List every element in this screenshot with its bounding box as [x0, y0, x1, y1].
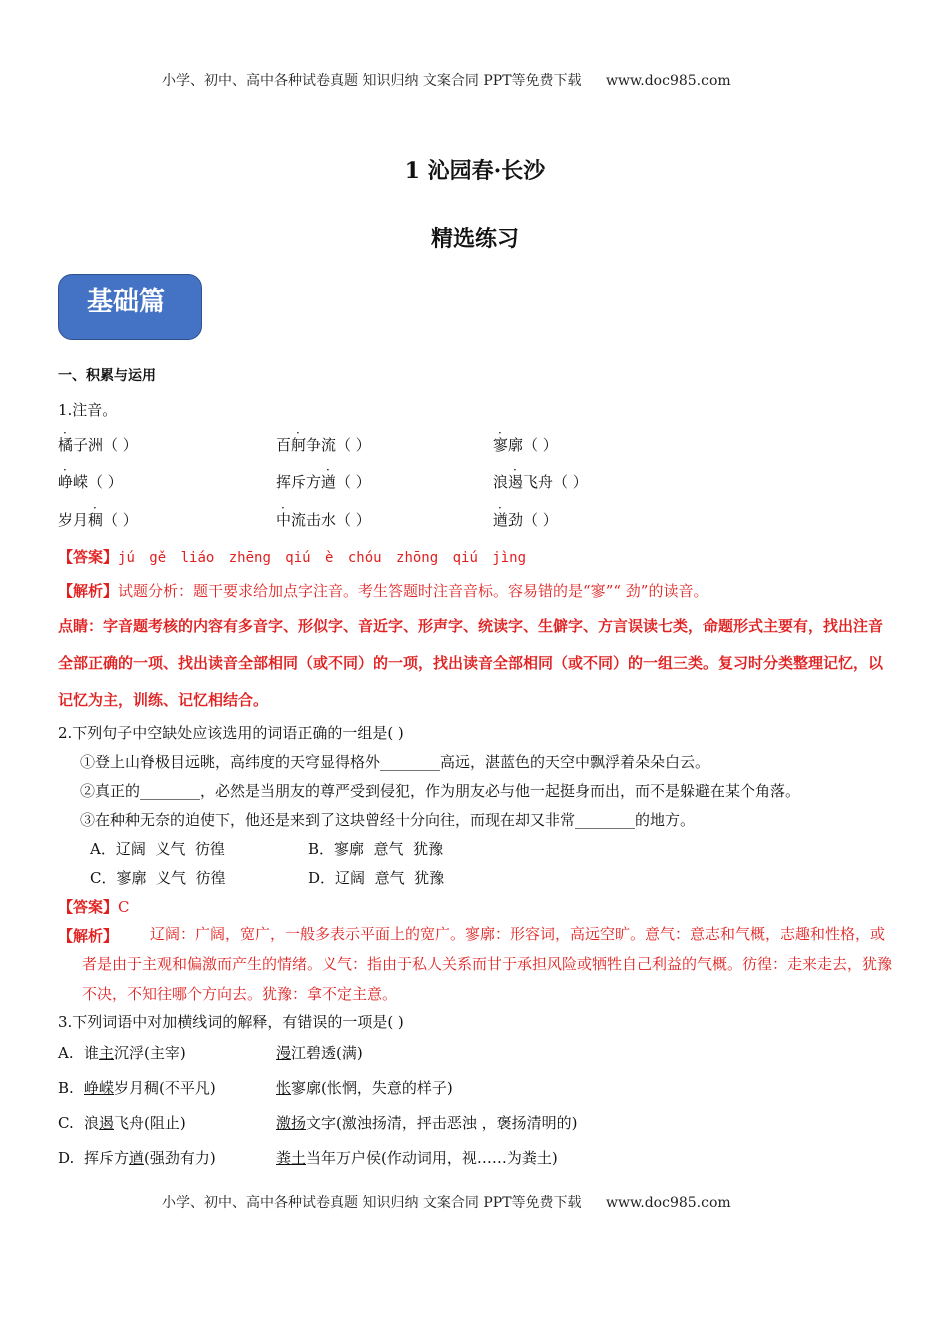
- q1-item: 挥斥方 · 遒（ ）: [276, 463, 371, 491]
- page-header: [162, 70, 731, 90]
- emphasis-dot-icon: ·: [498, 501, 502, 515]
- q3-option: A. 谁主沉浮(主宰): [58, 1044, 186, 1062]
- q1-item: · 遒劲（ ）: [493, 501, 558, 529]
- q2-sentence-3: ③在种种无奈的迫使下，他还是来到了这块曾经十分向往，而现在却又非常________的地方。: [80, 811, 696, 829]
- q1-item: · 寥廓（ ）: [493, 426, 558, 454]
- dotted-char: · 舸: [291, 426, 307, 454]
- q1-item: 浪 · 遏飞舟（ ）: [493, 463, 588, 491]
- q3-option: B. 峥嵘岁月稠(不平凡): [58, 1079, 216, 1097]
- q1-prompt: 1.注音。: [58, 401, 118, 419]
- q1-analysis: 【解析】试题分析：题干要求给加点字注音。考生答题时注音音标。容易错的是“寥”“ 劲”的读音。: [58, 582, 709, 600]
- footer-url: www.doc985.com: [605, 1195, 731, 1211]
- emphasis-dot-icon: ·: [63, 463, 67, 477]
- q2-sentence-2: ②真正的________，必然是当朋友的尊严受到侵犯，作为朋友必与他一起挺身而出，而不是躲避在某个角落。: [80, 782, 801, 800]
- q2-analysis-label: 【解析】: [58, 927, 119, 945]
- header-text: 小学、初中、高中各种试卷真题 知识归纳 文案合同 PPT等免费下载: [162, 73, 582, 89]
- q2-prompt: 2.下列句子中空缺处应该选用的词语正确的一组是( ): [58, 724, 404, 742]
- q3-prompt: 3.下列词语中对加横线词的解释，有错误的一项是( ): [58, 1013, 404, 1031]
- q3-option-right: 粪土当年万户侯(作动词用，视……为粪土): [276, 1149, 558, 1167]
- q2-option-a: A．辽阔 义气 彷徨: [90, 840, 225, 858]
- emphasis-dot-icon: ·: [513, 463, 517, 477]
- page-footer: [162, 1192, 731, 1212]
- q1-item: · 中流击水（ ）: [276, 501, 371, 529]
- dotted-char: · 遒: [321, 463, 337, 491]
- q3-option-right: 怅寥廓(怅惘，失意的样子): [276, 1079, 453, 1097]
- q2-analysis: 辽阔：广阔，宽广，一般多表示平面上的宽广。寥廓：形容词，高远空旷。意气：意志和气概，志趣和性格，或者是由于主观和偏激而产生的情绪。义气：指由于私人关系而甘于承担风险或牺牲自己利益的气概。彷徨：走来走去，犹豫不决，不知往哪个方向去。犹豫：拿不定主意。: [82, 925, 893, 1003]
- q1-item: · 峥嵘（ ）: [58, 463, 123, 491]
- dotted-char: · 遏: [508, 463, 524, 491]
- dotted-char: · 遒: [493, 501, 509, 529]
- emphasis-dot-icon: ·: [93, 501, 97, 515]
- q2-sentence-1: ①登上山脊极目远眺，高纬度的天穹显得格外________高远，湛蓝色的天空中飘浮着朵朵白云。: [80, 753, 711, 771]
- q1-item: 岁月 · 稠（ ）: [58, 501, 138, 529]
- page-subtitle: 精选练习: [430, 226, 519, 252]
- section-badge: [58, 274, 202, 340]
- q1-item: · 橘子洲（ ）: [58, 426, 138, 454]
- q1-tip: 点睛：字音题考核的内容有多音字、形似字、音近字、形声字、统读字、生僻字、方言误读七类，命题形式主要有，找出注音全部正确的一项、找出读音全部相同（或不同）的一项，找出读音全部相同（或不同）的一组三类。复习时分类整理记忆，以记忆为主，训练、记忆相结合。: [58, 617, 884, 709]
- emphasis-dot-icon: ·: [498, 426, 502, 440]
- dotted-char: · 峥: [58, 463, 74, 491]
- dotted-char: · 寥: [493, 426, 509, 454]
- q2-answer: 【答案】C: [58, 898, 130, 916]
- emphasis-dot-icon: ·: [296, 426, 300, 440]
- q3-option: C. 浪遏飞舟(阻止): [58, 1114, 186, 1132]
- q3-option-right: 激扬文字(激浊扬清，抨击恶浊 ，褒扬清明的): [276, 1114, 578, 1132]
- q1-item: 百 · 舸争流（ ）: [276, 426, 371, 454]
- header-url: www.doc985.com: [605, 73, 731, 89]
- section-heading: 一、积累与运用: [58, 368, 156, 384]
- badge-label: 基础篇: [87, 287, 166, 317]
- dotted-char: · 中: [276, 501, 292, 529]
- emphasis-dot-icon: ·: [63, 426, 67, 440]
- q3-option: D. 挥斥方遒(强劲有力): [58, 1149, 216, 1167]
- dotted-char: · 橘: [58, 426, 74, 454]
- q2-option-c: C．寥廓 义气 彷徨: [90, 869, 226, 887]
- dotted-char: · 稠: [88, 501, 104, 529]
- q3-option-right: 漫江碧透(满): [276, 1044, 363, 1062]
- emphasis-dot-icon: ·: [281, 501, 285, 515]
- q2-option-b: B．寥廓 意气 犹豫: [308, 840, 444, 858]
- q1-answer: 【答案】jú gě liáo zhēng qiú è chóu zhōng qiú jìng: [58, 548, 527, 566]
- emphasis-dot-icon: ·: [326, 463, 330, 477]
- q2-option-d: D．辽阔 意气 犹豫: [308, 869, 445, 887]
- page-title: 1 沁园春·长沙: [404, 158, 546, 184]
- footer-text: 小学、初中、高中各种试卷真题 知识归纳 文案合同 PPT等免费下载: [162, 1195, 582, 1211]
